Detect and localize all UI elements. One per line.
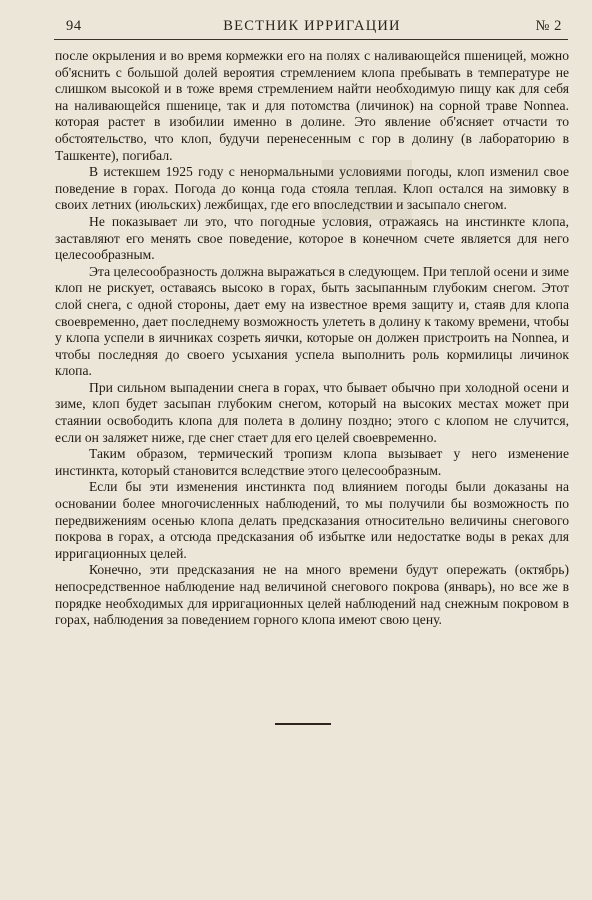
paragraph: Если бы эти изменения инстинкта под влиянием погоды были доказаны на основании более многочисленных наблюдений, то мы получили бы возможность по передвижениям осенью клопа делать предсказания относительно величины снегового покрова в горах, а отсюда предсказания об избытке или недостатке воды в реках для ирригационных целей.	[55, 479, 569, 561]
paragraph: Эта целесообразность должна выражаться в следующем. При теплой осени и зиме клоп не рискует, оставаясь высоко в горах, быть засыпанным глубоким снегом. Этот слой снега, с одной стороны, дает ему на известное время защиту и, стаяв для клопа своевременно, дает последнему возможность улететь в долину к такому времени, чтобы у клопа успели в яичниках созреть яички, которые он должен пристроить на Nonnea, и чтобы последняя до своего усыхания успела выполнить роль кормилицы личинок клопа.	[55, 263, 569, 379]
paragraph: Не показывает ли это, что погодные условия, отражаясь на инстинкте клопа, заставляют его менять свое поведение, которое в конечном счете является для него целесообразным.	[55, 213, 569, 263]
paragraph-continued: после окрыления и во время кормежки его на полях с наливающейся пшеницей, можно об'яснить с большой долей вероятия стремлением клопа пребывать в температуре не слишком высокой и в тоже время стремлением найти необходимую пищу как для себя на наливающейся пшенице, так и для потомства (личинок) на сорной траве Nonnea. которая растет в изобилии именно в долине. Это явление об'ясняет отчасти то обстоятельство, что клоп, будучи перенесенным с гор в долину (в лабораторию в Ташкенте), погибал.	[55, 48, 569, 163]
issue-number: № 2	[535, 18, 562, 34]
paragraph: Конечно, эти предсказания не на много времени будут опережать (октябрь) непосредственное наблюдение над величиной снегового покрова (январь), но все же в порядке необходимых для ирригационных целей наблюдений над снежным покровом в горах, наблюдения за поведением горного клопа имеют свою цену.	[55, 562, 569, 628]
running-header	[56, 18, 568, 38]
journal-title: ВЕСТНИК ИРРИГАЦИИ	[223, 18, 401, 34]
article-body	[55, 48, 569, 629]
paragraph: При сильном выпадении снега в горах, что бывает обычно при холодной осени и зиме, клоп будет засыпан глубоким снегом, который на высоких местах может при стаянии освободить клопа для полета в долину поздно; этого с клопом не случится, если он заляжет ниже, где снег стает для его целей своевременно.	[55, 379, 569, 445]
page-number: 94	[66, 18, 82, 34]
end-of-article-rule	[275, 723, 331, 725]
header-rule	[54, 39, 568, 40]
paragraph: В истекшем 1925 году с ненормальными условиями погоды, клоп изменил свое поведение в горах. Погода до конца года стояла теплая. Клоп остался на зимовку в своих летних (июльских) лежбищах, где его впоследствии и засыпало снегом.	[55, 164, 569, 213]
paragraph: Таким образом, термический тропизм клопа вызывает у него изменение инстинкта, который становится вследствие этого целесообразным.	[55, 446, 569, 478]
